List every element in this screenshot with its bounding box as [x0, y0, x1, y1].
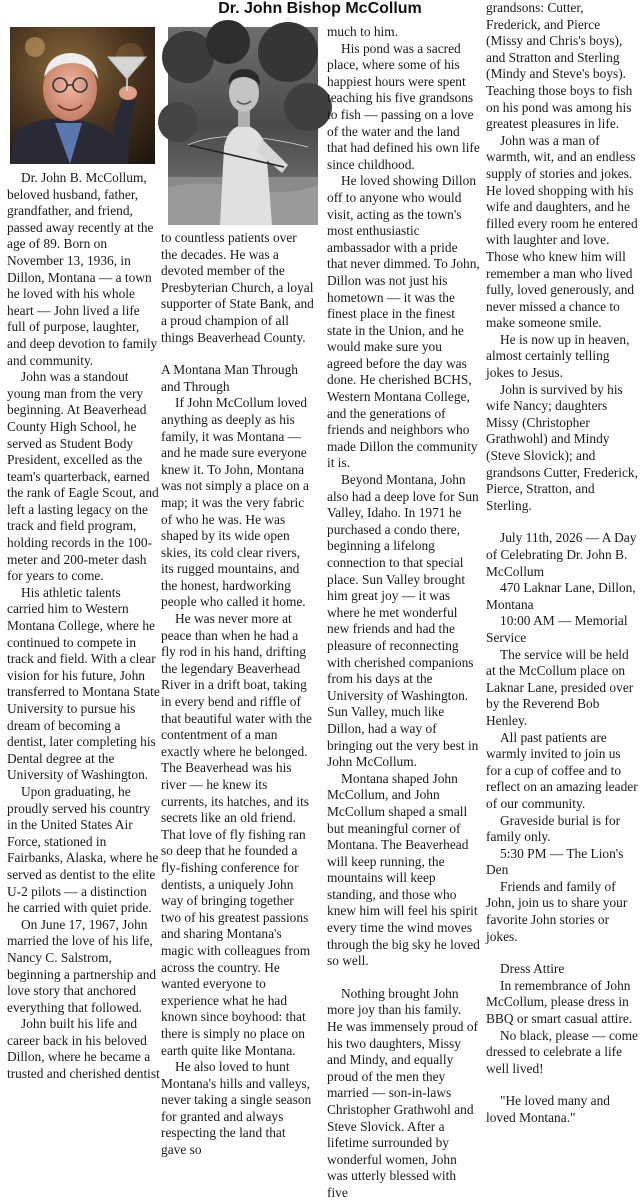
paragraph: John was a standout young man from the very beginning. At Beaverhead County High School, he served as Student Body President, excelled as the team's quarterback, earned the rank of Eagle Scout, and left a lasting legacy on the track and field program, holding records in the 100-meter and 200-meter dash for years to come. — [7, 369, 159, 584]
event-heading: July 11th, 2026 — A Day of Celebrating Dr. John B. McCollum — [486, 530, 637, 579]
paragraph: Dr. John B. McCollum, beloved husband, father, grandfather, and friend, passed away recently at the age of 89. Born on November 13, 1936, in Dillon, Montana — a town he loved with his whole heart — John lived a life full of purpose, laughter, and deep devotion to family and community. — [7, 170, 158, 368]
paragraph: Friends and family of John, join us to share your favorite John stories or jokes. — [486, 878, 628, 944]
obituary-column-3 — [327, 24, 480, 1200]
paragraph: All past patients are warmly invited to join us for a cup of coffee and to reflect on an amazing leader of our community. — [486, 729, 638, 811]
paragraph: In remembrance of John McCollum, please dress in BBQ or smart casual attire. — [486, 977, 633, 1027]
event-time: 10:00 AM — Memorial Service — [486, 613, 628, 645]
paragraph: John built his life and career back in his beloved Dillon, where he became a trusted and cherished dentist — [7, 1016, 160, 1082]
obituary-column-1 — [7, 170, 160, 1082]
obituary-headline: Dr. John Bishop McCollum — [218, 0, 422, 17]
paragraph: John was a man of warmth, wit, and an endless supply of stories and jokes. He loved shopping with his wife and daughters, and he filled every room he entered with laughter and love. Those who knew him will remember a man who lived fully, loved generously, and never missed a chance to make someone smile. — [486, 132, 638, 331]
closing-quote: "He loved many and loved Montana." — [486, 1093, 610, 1125]
paragraph: John is survived by his wife Nancy; daughters Missy (Christopher Grathwohl) and Mindy (Steve Slovick); and grandsons Cutter, Frederick, Pierce, Stratton, and Sterling. — [486, 381, 638, 513]
obituary-column-4 — [486, 0, 639, 1125]
portrait-photo-toast — [10, 27, 155, 164]
paragraph: He also loved to hunt Montana's hills and valleys, never taking a single season for granted and always respecting the land that gave so — [161, 1059, 312, 1158]
paragraph: Montana shaped John McCollum, and John McCollum shaped a small but meaningful corner of Montana. The Beaverhead will keep running, the mountains will keep standing, and those who knew him will feel his spirit every time the wind moves through the big sky he loved so well. — [327, 770, 480, 969]
paragraph: On June 17, 1967, John married the love of his life, Nancy C. Salstrom, beginning a partnership and love story that anchored everything that followed. — [7, 916, 157, 1015]
paragraph: Graveside burial is for family only. — [486, 812, 621, 845]
paragraph: grandsons: Cutter, Frederick, and Pierce (Missy and Chris's boys), and Stratton and Sterling (Mindy and Steve's boys). Teaching those boys to fish on his pond was among his greatest pleasures in life. — [486, 0, 633, 132]
paragraph: He loved showing Dillon off to anyone who would visit, acting as the town's most enthusiastic ambassador with a pride that never dimmed. To John, Dillon was not just his hometown — it was the finest place in the finest state in the Union, and he would make sure you agreed before the day was done. He cherished BCHS, Western Montana College, and the generations of friends and neighbors who made Dillon the community it is. — [327, 173, 480, 471]
paragraph: He was never more at peace than when he had a fly rod in his hand, drifting the legendary Beaverhead River in a drift boat, taking in every bend and riffle of that beautiful water with the contentment of a man exactly where he belonged. The Beaverhead was his river — he knew its currents, its hatches, and its secrets like an old friend. That love of fly fishing ran so deep that he founded a fly-fishing conference for dentists, a uniquely John way of bringing together two of his greatest passions and sharing Montana's magic with colleagues from across the country. He wanted everyone to experience what he had known since boyhood: that there is simply no place on earth quite like Montana. — [161, 611, 312, 1058]
paragraph: If John McCollum loved anything as deeply as his family, it was Montana —and he made sure everyone knew it. To John, Montana was not simply a place on a map; it was the very fabric of who he was. He was shaped by its wide open skies, its cold clear rivers, its rugged mountains, and the honest, hardworking people who called it home. — [161, 395, 310, 610]
paragraph: His pond was a sacred place, where some of his happiest hours were spent teaching his five grandsons to fish — passing on a love of the water and the land that had defined his own life since childhood. — [327, 40, 480, 172]
obituary-column-2 — [161, 230, 314, 1158]
paragraph: to countless patients over the decades. He was a devoted member of the Presbyterian Church, a loyal supporter of State Bank, and a proud champion of all things Beaverhead County. — [161, 230, 314, 345]
paragraph: Nothing brought John more joy than his family. He was immensely proud of his two daughters, Missy and Mindy, and equally proud of the men they married — son-in-laws Christopher Grathwohl and Steve Slovick. After a lifetime surrounded by wonderful women, John was utterly blessed with five — [327, 985, 478, 1200]
portrait-photo-fly-fishing — [168, 27, 318, 225]
event-address: 470 Laknar Lane, Dillon, Montana — [486, 580, 636, 612]
paragraph: Beyond Montana, John also had a deep love for Sun Valley, Idaho. In 1971 he purchased a condo there, beginning a lifelong connection to that special place. Sun Valley brought him great joy — it was where he met wonderful new friends and had the pleasure of reconnecting with cherished companions from his days at the University of Washington. Sun Valley, much like Dillon, had a way of bringing out the very best in John McCollum. — [327, 472, 479, 770]
paragraph: No black, please — come dressed to celebrate a life well lived! — [486, 1027, 638, 1076]
paragraph: Upon graduating, he proudly served his country in the United States Air Force, stationed in Fairbanks, Alaska, where he served as dentist to the elite U-2 pilots — a distinction he carried with quiet pride. — [7, 783, 159, 916]
paragraph: His athletic talents carried him to Western Montana College, where he continued to compete in track and field. With a clear vision for his future, John transferred to Montana State University to pursue his dream of becoming a dentist, later completing his Dental degree at the University of Washington. — [7, 584, 160, 783]
section-heading: Dress Attire — [500, 961, 565, 977]
paragraph: The service will be held at the McCollum place on Laknar Lane, presided over by the Reverend Bob Henley. — [486, 646, 634, 728]
paragraph: much to him. — [327, 24, 399, 39]
event-time: 5:30 PM — The Lion's Den — [486, 845, 624, 878]
paragraph: He is now up in heaven, almost certainly telling jokes to Jesus. — [486, 331, 630, 381]
section-heading: A Montana Man Through and Through — [161, 362, 298, 394]
